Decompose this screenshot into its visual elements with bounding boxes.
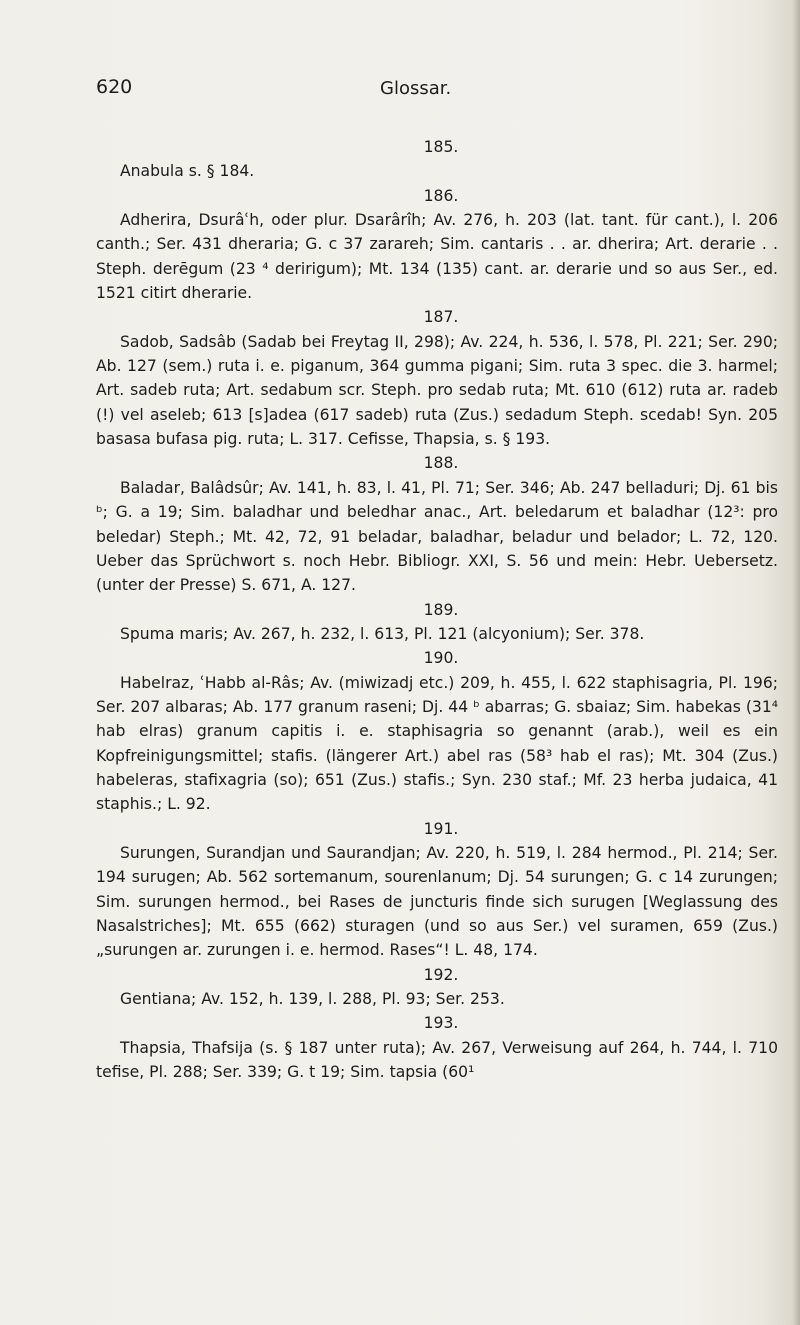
section-number: 186. <box>423 186 459 205</box>
section-text: Thapsia, Thafsija (s. § 187 unter ruta); Av. 267, Verweisung auf 264, h. 744, l. 710 tefise, Pl. 288; Ser. 339; G. t 19; Sim. tapsia (60¹ <box>96 1038 778 1082</box>
glossary-section-186 <box>96 184 778 306</box>
section-text: Surungen, Surandjan und Saurandjan; Av. 220, h. 519, l. 284 hermod., Pl. 214; Ser. 194 surugen; Ab. 562 sortemanum, sourenlanum; Dj. 54 surungen; G. c 14 zurungen; Sim. surungen hermod., bei Rases de juncturis finde sich surugen [Weglassung des Nasalstriches]; Mt. 655 (662) sturagen (und so aus Ser.) vel suramen, 659 (Zus.) „surungen ar. zurungen i. e. hermod. Rases“! L. 48, 174. <box>96 843 778 960</box>
glossary-section-190 <box>96 646 778 816</box>
section-number: 191. <box>423 819 459 838</box>
running-title: Glossar. <box>380 78 452 99</box>
glossary-section-185 <box>96 135 778 184</box>
glossary-section-188 <box>96 451 778 597</box>
glossary-section-189 <box>96 598 778 647</box>
section-number: 185. <box>423 138 459 156</box>
section-number: 192. <box>423 965 459 984</box>
section-number: 193. <box>423 1014 459 1033</box>
section-text: Sadob, Sadsâb (Sadab bei Freytag II, 298); Av. 224, h. 536, l. 578, Pl. 221; Ser. 290; Ab. 127 (sem.) ruta i. e. piganum, 364 gumma pigani; Sim. ruta 3 spec. die 3. harmel; Art. sadeb ruta; Art. sedabum scr. Steph. pro sedab ruta; Mt. 610 (612) ruta ar. radeb (!) vel aseleb; 613 [s]adea (617 sadeb) ruta (Zus.) sedadum Steph. scedab! Syn. 205 basasa bufasa pig. ruta; L. 317. Cefisse, Thapsia, s. § 193. <box>96 332 778 449</box>
page-header <box>96 76 740 106</box>
glossary-body <box>96 135 778 1084</box>
section-number: 188. <box>423 454 459 473</box>
section-text: Adherira, Dsurâʿh, oder plur. Dsarârîh; Av. 276, h. 203 (lat. tant. für cant.), l. 206 canth.; Ser. 431 dheraria; G. c 37 zarareh; Sim. cantaris . . ar. dherira; Art. derarie . . Steph. derēgum (23 ⁴ deririgum); Mt. 134 (135) cant. ar. derarie und so aus Ser., ed. 1521 citirt dherarie. <box>96 211 778 303</box>
section-number: 187. <box>423 308 459 327</box>
page-number: 620 <box>96 76 133 98</box>
glossary-section-191 <box>96 817 778 963</box>
section-text: Anabula s. § 184. <box>120 162 255 181</box>
glossary-section-192 <box>96 963 778 1012</box>
section-number: 190. <box>423 649 459 668</box>
section-number: 189. <box>423 600 459 619</box>
page-edge-shadow <box>792 0 800 1325</box>
section-text: Habelraz, ʿHabb al-Râs; Av. (miwizadj etc.) 209, h. 455, l. 622 staphisagria, Pl. 196; Ser. 207 albaras; Ab. 177 granum raseni; Dj. 44 ᵇ abarras; G. sbaiaz; Sim. habekas (31⁴ hab elras) granum capitis i. e. staphisagria so genannt (arab.), weil es ein Kopfreinigungsmittel; stafis. (längerer Art.) abel ras (58³ hab el ras); Mt. 304 (Zus.) habeleras, stafixagria (so); 651 (Zus.) stafis.; Syn. 230 staf.; Mf. 23 herba judaica, 41 staphis.; L. 92. <box>96 673 778 814</box>
section-text: Baladar, Balâdsûr; Av. 141, h. 83, l. 41, Pl. 71; Ser. 346; Ab. 247 belladuri; Dj. 61 bis ᵇ; G. a 19; Sim. baladhar und beledhar anac., Art. beledarum et baladhar (12³: pro beledar) Steph.; Mt. 42, 72, 91 beladar, baladhar, beladur und belador; L. 72, 120. Ueber das Sprüchwort s. noch Hebr. Bibliogr. XXI, S. 56 und mein: Hebr. Uebersetz. (unter der Presse) S. 671, A. 127. <box>96 478 778 595</box>
glossary-section-187 <box>96 305 778 451</box>
glossary-section-193 <box>96 1011 778 1084</box>
section-text: Spuma maris; Av. 267, h. 232, l. 613, Pl. 121 (alcyonium); Ser. 378. <box>120 624 645 643</box>
section-text: Gentiana; Av. 152, h. 139, l. 288, Pl. 93; Ser. 253. <box>120 990 505 1009</box>
